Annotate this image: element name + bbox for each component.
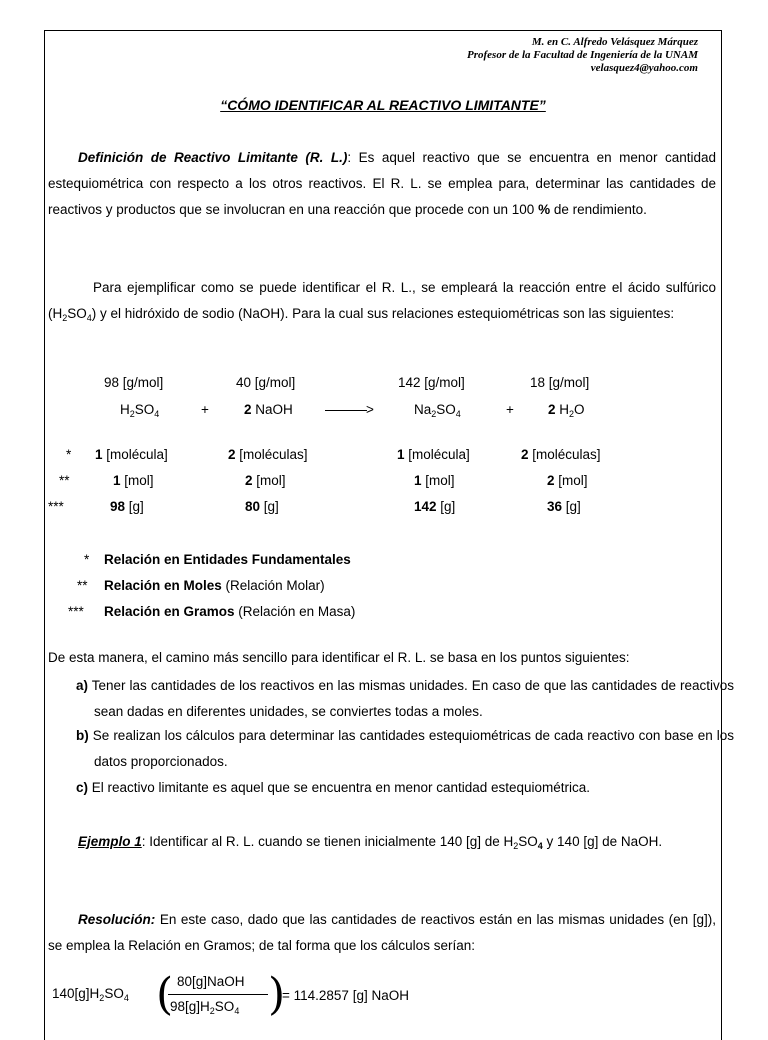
row-mark: * [66,447,72,462]
row-mark: *** [48,499,64,514]
definition-text: : Es aquel reactivo que se encuentra en menor cantidad estequiométrica con respecto a los otros reactivos. El R. L. se emplea para, determinar las cantidades de reactivos y productos que se involucran en una reacción que procede con un 100 [48,150,716,217]
author-name: M. en C. Alfredo Velásquez Márquez [531,36,698,48]
legend-item: Relación en Gramos (Relación en Masa) [104,604,356,619]
formula-denominator: $98[g]H_2SO_4$ [170,999,240,1016]
molar-mass-na2so4: 142 [g/mol] [398,375,465,390]
definition-tail: de rendimiento. [550,202,647,217]
plus-sign-2: + [506,402,514,417]
row-mark: ** [59,473,70,488]
example-paragraph: Ejemplo 1: Identificar al R. L. cuando se tienen inicialmente 140 [g] de $H_2SO_4$ y 140 [g] de NaOH. [78,834,663,851]
plus-sign-1: + [201,402,209,417]
row-cell: 1 [mol] [113,473,154,488]
row-cell: 1 [mol] [414,473,455,488]
step-b: b) Se realizan los cálculos para determinar las cantidades estequiométricas de cada reactivo con base en los datos proporcionados. [76,728,734,769]
steps-intro: De esta manera, el camino más sencillo para identificar el R. L. se basa en los puntos siguientes: [48,650,630,665]
legend-mark: ** [77,578,88,593]
close-paren: ) [268,969,286,1020]
reaction-arrow [325,410,367,411]
row-cell: 2 [mol] [245,473,286,488]
open-paren: ( [156,969,174,1020]
molar-mass-naoh: 40 [g/mol] [236,375,296,390]
row-cell: 1 [molécula] [397,447,470,462]
row-cell: 80 [g] [245,499,279,514]
legend-item: Relación en Moles (Relación Molar) [104,578,325,593]
molar-mass-h2so4: 98 [g/mol] [104,375,164,390]
definition-term: Definición de Reactivo Limitante (R. L.) [78,150,348,165]
row-cell: 2 [moléculas] [228,447,308,462]
resolution-paragraph: Resolución: En este caso, dado que las cantidades de reactivos están en las mismas unidades (en [g]), se emplea la Relación en Gramos; de tal forma que los cálculos serían: [48,912,716,953]
legend-mark: * [84,552,90,567]
species-h2so4: $H_2SO_4$ [120,402,160,419]
author-block [467,36,698,75]
molar-mass-h2o: 18 [g/mol] [530,375,590,390]
intro-text-1: Para ejemplificar como se puede identificar el R. L., se empleará la reacción entre el ácido sulfúrico (H [48,280,716,321]
species-na2so4: $Na_2SO_4$ [414,402,461,419]
resolution-label: Resolución: [78,912,156,927]
formula-lhs: $140[g]H_2SO_4$ [52,986,129,1003]
formula-result: = 114.2857 [g] NaOH [282,988,409,1003]
example-label: Ejemplo 1 [78,834,142,849]
step-c: c) El reactivo limitante es aquel que se encuentra en menor cantidad estequiométrica. [76,780,591,795]
species-naoh: 2 NaOH [244,402,293,417]
row-cell: 1 [molécula] [95,447,168,462]
formula-numerator: 80[g]NaOH [177,974,245,989]
row-cell: 142 [g] [414,499,456,514]
definition-paragraph [48,145,716,223]
document-title: “CÓMO IDENTIFICAR AL REACTIVO LIMITANTE” [220,97,546,113]
intro-paragraph [48,275,716,327]
step-a: a) Tener las cantidades de los reactivos en las mismas unidades. En caso de que las cantidades de reactivos sean dadas en diferentes unidades, se conviertes todas a moles. [76,678,734,719]
arrow-head: > [366,402,374,417]
intro-sub-2: 4 [86,313,92,323]
author-affiliation: Profesor de la Facultad de Ingeniería de la UNAM [467,49,698,61]
intro-text-2: SO [67,306,87,321]
row-cell: 2 [moléculas] [521,447,601,462]
row-cell: 2 [mol] [547,473,588,488]
legend-mark: *** [68,604,84,619]
row-cell: 98 [g] [110,499,144,514]
author-email: velasquez4@yahoo.com [590,62,698,74]
intro-sub-1: 2 [62,313,68,323]
fraction-bar [168,994,268,995]
intro-text-3: ) y el hidróxido de sodio (NaOH). Para la cual sus relaciones estequiométricas son las siguientes: [91,306,675,321]
row-cell: 36 [g] [547,499,581,514]
legend-item: Relación en Entidades Fundamentales [104,552,351,567]
percent-sign: % [538,202,551,217]
species-h2o: 2 $H_2O$ [548,402,585,419]
